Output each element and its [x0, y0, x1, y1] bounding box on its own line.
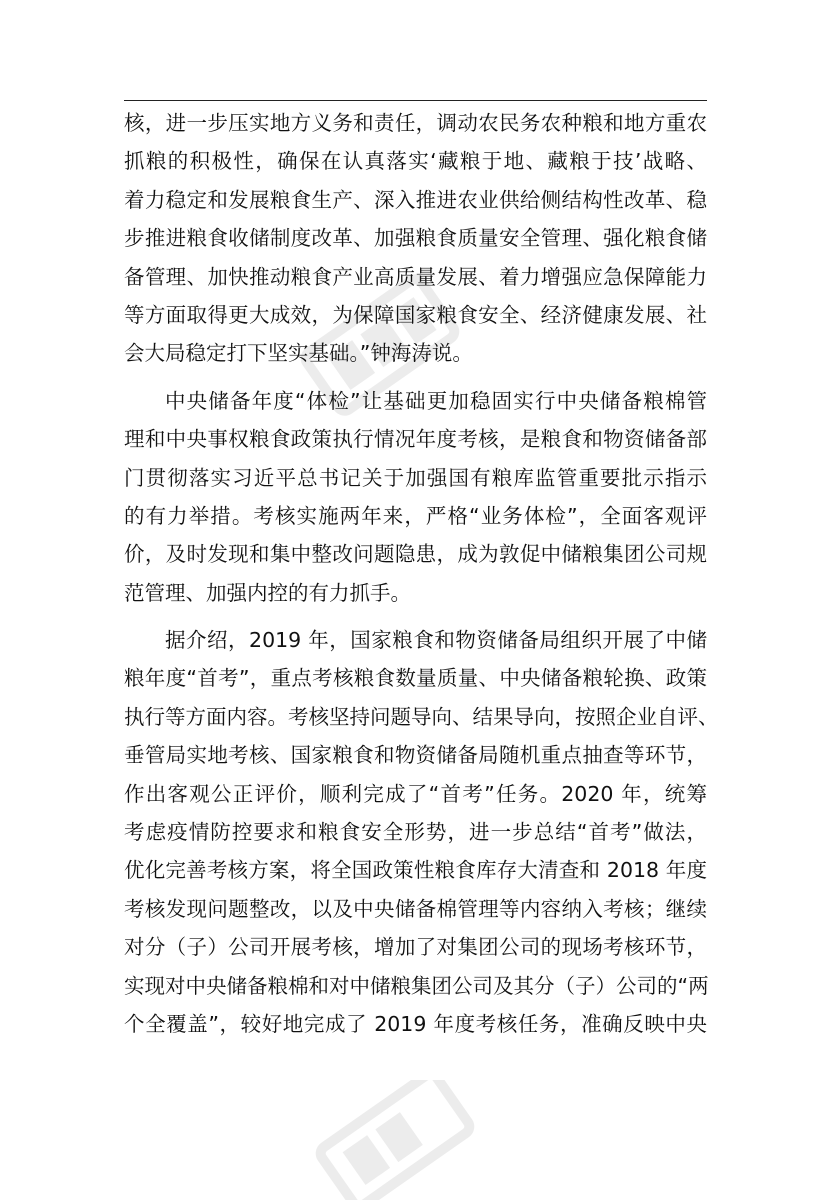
text-line: 粮年度“首考”，重点考核粮食数量质量、中央储备粮轮换、政策	[124, 666, 707, 691]
text-line: 执行等方面内容。考核坚持问题导向、结果导向，按照企业自评、	[124, 704, 719, 729]
text-line: 考虑疫情防控要求和粮食安全形势，进一步总结“首考”做法，	[124, 820, 707, 845]
text-line: 实现对中央储备粮棉和对中储粮集团公司及其分（子）公司的“两	[124, 973, 709, 998]
text-line: 门贯彻落实习近平总书记关于加强国有粮库监管重要批示指示	[124, 465, 707, 490]
text-line: 着力稳定和发展粮食生产、深入推进农业供给侧结构性改革、稳	[124, 187, 707, 212]
text-line: 步推进粮食收储制度改革、加强粮食质量安全管理、强化粮食储	[124, 226, 707, 251]
text-line: 备管理、加快推动粮食产业高质量发展、着力增强应急保障能力	[124, 264, 707, 289]
text-line: 理和中央事权粮食政策执行情况年度考核，是粮食和物资储备部	[124, 427, 707, 452]
text-line: 个全覆盖”，较好地完成了 2019 年度考核任务，准确反映中央	[124, 1011, 707, 1036]
paragraph-gap	[124, 612, 707, 621]
text-line: 的有力举措。考核实施两年来，严格“业务体检”，全面客观评	[124, 503, 707, 528]
text-line: 对分（子）公司开展考核，增加了对集团公司的现场考核环节，	[124, 935, 707, 960]
text-line: 抓粮的积极性，确保在认真落实‘藏粮于地、藏粮于技’战略、	[124, 149, 707, 174]
text-line: 等方面取得更大成效，为保障国家粮食安全、经济健康发展、社	[124, 302, 707, 327]
text-line: 核，进一步压实地方义务和责任，调动农民务农种粮和地方重农	[124, 111, 707, 135]
text-line: 优化完善考核方案，将全国政策性粮食库存大清查和 2018 年度	[124, 858, 707, 883]
paragraph-gap	[124, 373, 707, 382]
text-line: 据介绍，2019 年，国家粮食和物资储备局组织开展了中储	[165, 628, 707, 653]
paragraph	[124, 104, 707, 373]
text-line: 价，及时发现和集中整改问题隐患，成为敦促中储粮集团公司规	[124, 542, 707, 567]
text-line: 中央储备年度“体检”让基础更加稳固实行中央储备粮棉管	[165, 388, 707, 413]
text-line: 垂管局实地考核、国家粮食和物资储备局随机重点抽查等环节，	[124, 743, 707, 768]
header-rule	[124, 100, 707, 101]
watermark-stamp-bottom	[300, 1080, 490, 1200]
paragraph	[124, 621, 719, 1043]
text-line: 作出客观公正评价，顺利完成了“首考”任务。2020 年，统筹	[124, 781, 707, 806]
document-body	[124, 104, 719, 1043]
text-line: 范管理、加强内控的有力抓手。	[124, 580, 411, 605]
text-line: 考核发现问题整改，以及中央储备棉管理等内容纳入考核；继续	[124, 896, 707, 921]
paragraph	[124, 382, 707, 612]
text-line: 会大局稳定打下坚实基础。”钟海涛说。	[124, 341, 473, 366]
